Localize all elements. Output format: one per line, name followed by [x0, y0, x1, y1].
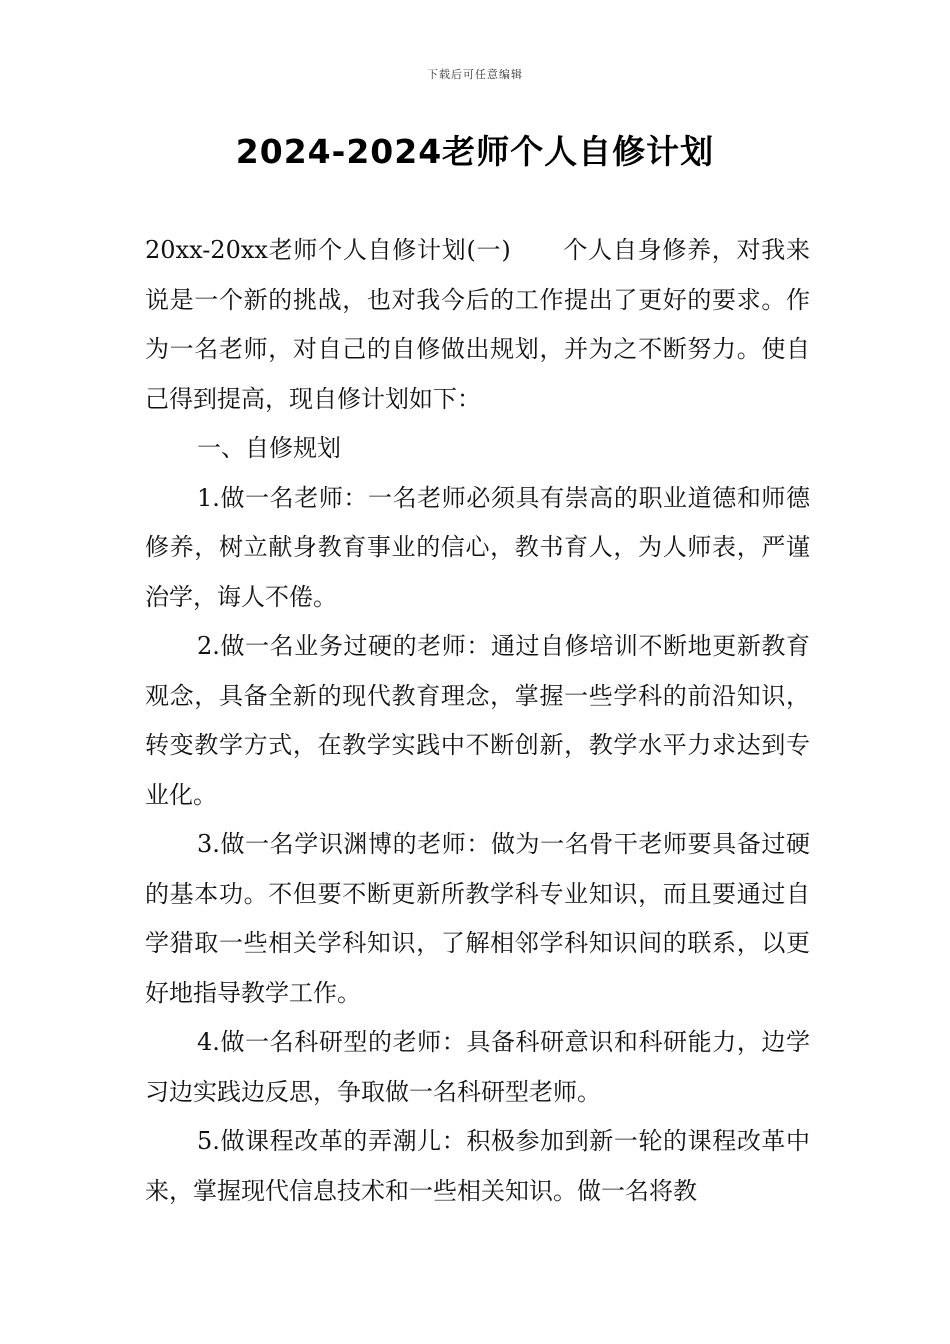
plan-item-4: 4.做一名科研型的老师：具备科研意识和科研能力，边学习边实践边反思，争取做一名科研型老师。	[145, 1028, 810, 1106]
document-body	[145, 226, 810, 1216]
document-title: 2024-2024老师个人自修计划	[235, 132, 715, 171]
plan-item-3: 3.做一名学识渊博的老师：做为一名骨干老师要具备过硬的基本功。不但要不断更新所教学科专业知识，而且要通过自学猎取一些相关学科知识，了解相邻学科知识间的联系，以更好地指导教学工作。	[145, 830, 810, 1007]
plan-item-1: 1.做一名老师：一名老师必须具有崇高的职业道德和师德修养，树立献身教育事业的信心，教书育人，为人师表，严谨治学，诲人不倦。	[145, 483, 810, 611]
section-heading: 一、自修规划	[197, 434, 341, 462]
intro-text: 个人自身修养，对我来说是一个新的挑战，也对我今后的工作提出了更好的要求。作为一名老师，对自己的自修做出规划，并为之不断努力。使自己得到提高，现自修计划如下：	[145, 236, 811, 413]
intro-lead: 20xx-20xx老师个人自修计划(一)	[145, 236, 511, 264]
header-note: 下载后可任意编辑	[427, 68, 523, 81]
plan-item-5: 5.做课程改革的弄潮儿：积极参加到新一轮的课程改革中来，掌握现代信息技术和一些相关知识。做一名将教	[145, 1127, 810, 1205]
intro-paragraph	[145, 226, 810, 424]
plan-item-2: 2.做一名业务过硬的老师：通过自修培训不断地更新教育观念，具备全新的现代教育理念，掌握一些学科的前沿知识，转变教学方式，在教学实践中不断创新，教学水平力求达到专业化。	[145, 632, 810, 809]
